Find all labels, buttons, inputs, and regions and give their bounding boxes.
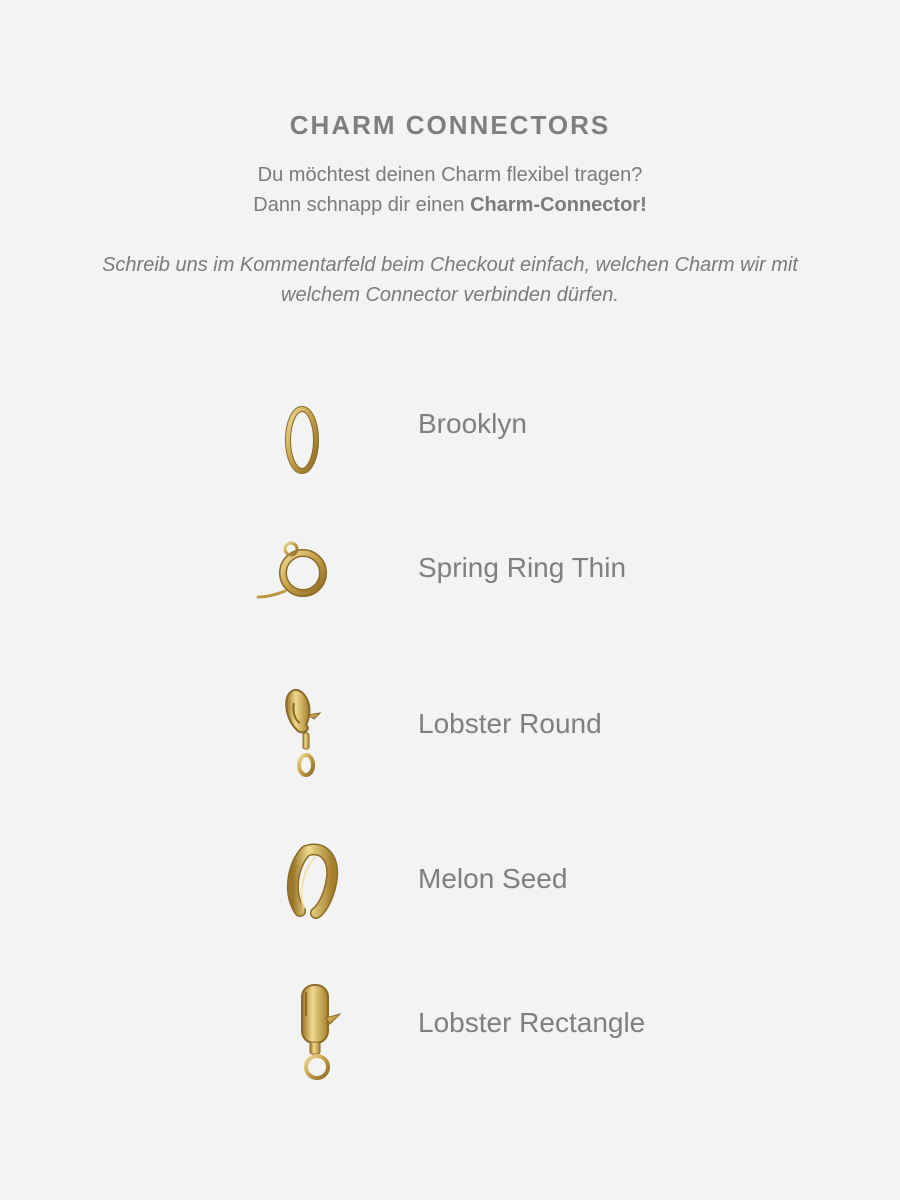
connector-melon-seed[interactable] [0,825,900,945]
connector-label: Lobster Round [418,708,602,739]
page-title: CHARM CONNECTORS [289,110,611,140]
oval-ring-icon [240,380,360,500]
melon-seed-bail-icon [240,825,360,945]
intro-line-2-prefix: Dann schnapp dir einen [253,194,471,216]
intro-line-1: Du möchtest deinen Charm flexibel tragen? [257,164,643,186]
connector-label: Lobster Rectangle [418,1007,646,1038]
checkout-note: Schreib uns im Kommentarfeld beim Checkout einfach, welchen Charm wir mit welchem Connector verbinden dürfen. [102,254,798,306]
connector-spring-ring-thin[interactable] [0,515,900,635]
connector-lobster-round[interactable] [0,675,900,795]
connector-lobster-rectangle[interactable] [0,970,900,1090]
spring-ring-icon [240,515,360,635]
lobster-clasp-rectangle-icon [240,970,360,1090]
connector-label: Spring Ring Thin [418,552,627,583]
intro-line-2 [0,190,900,220]
intro-line-2-highlight: Charm-Connector! [470,194,647,216]
lobster-clasp-round-icon [240,675,360,795]
connector-brooklyn[interactable] [0,380,900,500]
intro-text [0,160,900,220]
connector-label: Melon Seed [418,863,568,894]
connector-label: Brooklyn [418,408,527,439]
